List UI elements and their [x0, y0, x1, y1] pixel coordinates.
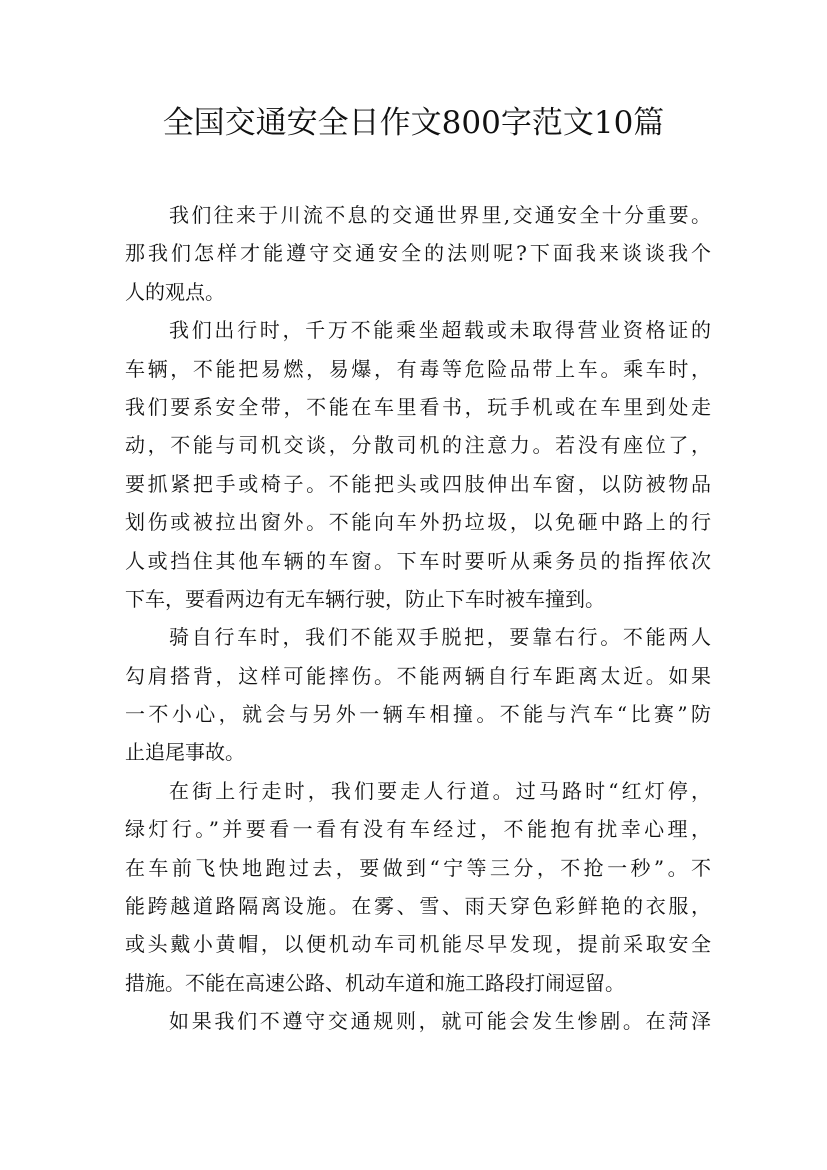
text-line: 止追尾事故。 [125, 740, 245, 765]
text-line: 或头戴小黄帽，以便机动车司机能尽早发现，提前采取安全 [125, 932, 711, 957]
text-line: 要抓紧把手或椅子。不能把头或四肢伸出车窗，以防被物品 [125, 471, 711, 496]
text-line: 在街上行走时，我们要走人行道。过马路时“红灯停， [169, 778, 711, 803]
text-line: 我们要系安全带，不能在车里看书，玩手机或在车里到处走 [125, 394, 711, 419]
text-line: 勾肩搭背，这样可能摔伤。不能两辆自行车距离太近。如果 [125, 663, 711, 688]
text-line: 划伤或被拉出窗外。不能向车外扔垃圾，以免砸中路上的行 [125, 510, 711, 535]
text-line: 在车前飞快地跑过去，要做到“宁等三分，不抢一秒”。不 [125, 855, 711, 880]
text-line: 骑自行车时，我们不能双手脱把，要靠右行。不能两人 [169, 625, 711, 650]
text-line: 车辆，不能把易燃，易爆，有毒等危险品带上车。乘车时， [125, 356, 711, 381]
text-line: 人或挡住其他车辆的车窗。下车时要听从乘务员的指挥依次 [125, 548, 711, 573]
text-line: 那我们怎样才能遵守交通安全的法则呢?下面我来谈谈我个 [125, 241, 711, 266]
text-line: 下车，要看两边有无车辆行驶，防止下车时被车撞到。 [125, 586, 605, 611]
text-line: 措施。不能在高速公路、机动车道和施工路段打闹逗留。 [125, 970, 625, 995]
text-line: 我们出行时，千万不能乘坐超载或未取得营业资格证的 [169, 318, 711, 343]
text-line: 动，不能与司机交谈，分散司机的注意力。若没有座位了， [125, 433, 711, 458]
text-line: 我们往来于川流不息的交通世界里,交通安全十分重要。 [169, 203, 711, 227]
text-line: 人的观点。 [125, 279, 225, 304]
text-line: 能跨越道路隔离设施。在雾、雪、雨天穿色彩鲜艳的衣服， [125, 894, 711, 919]
text-line: 如果我们不遵守交通规则，就可能会发生惨剧。在菏泽 [169, 1009, 711, 1034]
document-title: 全国交通安全日作文800字范文10篇 [162, 105, 665, 141]
text-line: 绿灯行。”并要看一看有没有车经过，不能抱有扰幸心理， [125, 817, 711, 842]
document-body [125, 196, 711, 1041]
text-line: 一不小心，就会与另外一辆车相撞。不能与汽车“比赛”防 [125, 702, 711, 727]
